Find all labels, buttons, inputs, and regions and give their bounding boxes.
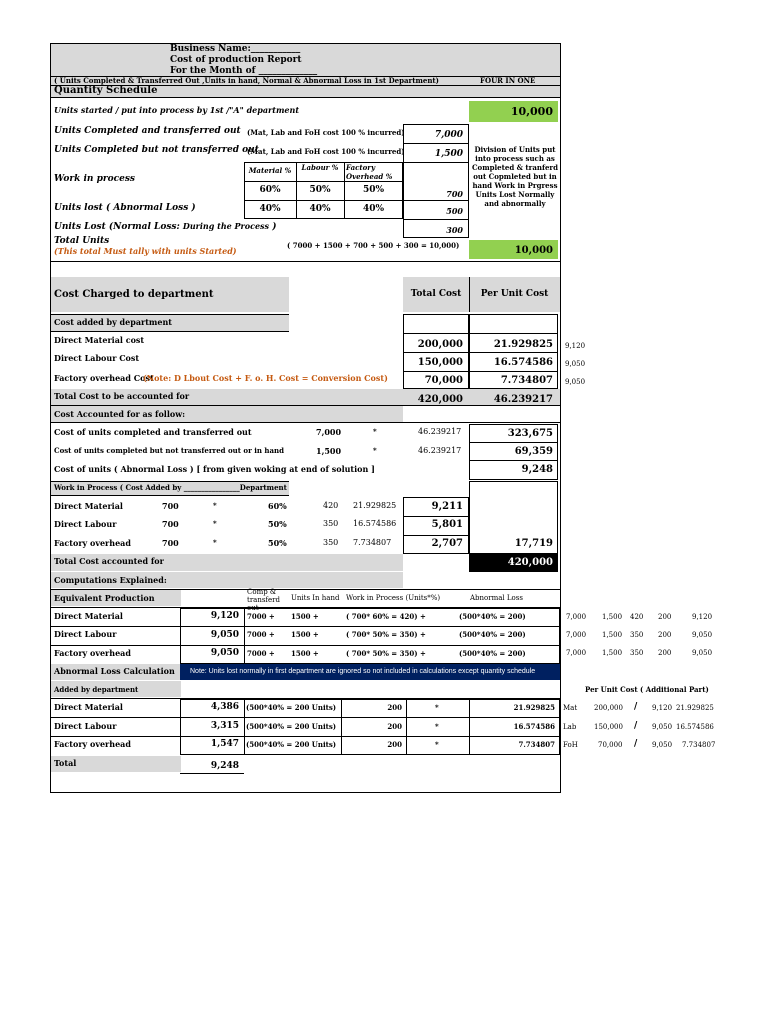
abn-dm-label: Direct Material [54, 702, 123, 712]
completed-cost-units: 7,000 [316, 427, 342, 437]
business-name: Business Name:___________ [170, 44, 301, 54]
abnormal-loss-value: 500 [446, 206, 463, 216]
wip-dm-amount: 9,211 [431, 501, 463, 512]
in-hand-cost-label: Cost of units completed but not transferred out or in hand [54, 446, 284, 455]
units-started-label: Units started / put into process by 1st /"A" department [54, 105, 300, 115]
report-tag: FOUR IN ONE [480, 76, 536, 85]
eq-dl-label: Direct Labour [54, 629, 117, 639]
total-units-value: 10,000 [514, 245, 553, 256]
eq-col-wip: Work in Process (Units*%) [346, 594, 441, 602]
eq-foh-label: Factory overhead [54, 648, 131, 658]
wip-pct-material: 60% [259, 185, 281, 195]
pct-header-labour: Labour % [301, 163, 339, 172]
dm-side: 9,120 [565, 342, 586, 350]
abn-dl-label: Direct Labour [54, 721, 117, 731]
abnormal-total-label: Total [54, 758, 77, 768]
total-to-account-unit: 46.239217 [493, 394, 553, 405]
abnormal-loss-label: Units lost ( Abnormal Loss ) [54, 203, 196, 213]
quantity-title: Quantity Schedule [54, 85, 158, 96]
total-accounted-label: Total Cost accounted for [54, 556, 164, 566]
report-month: For the Month of _____________ [170, 66, 318, 76]
wip-pct-labour: 50% [309, 185, 331, 195]
cost-added-label: Cost added by department [54, 317, 172, 327]
eq-col-transferred: Comp & transferd out [247, 588, 280, 612]
cost-charged-title: Cost Charged to department [54, 289, 214, 300]
eq-dl-value: 9,050 [210, 630, 239, 640]
dl-unit: 16.574586 [493, 357, 553, 368]
abnormal-pct-material: 40% [259, 204, 281, 214]
col-total-cost: Total Cost [410, 289, 462, 299]
wip-dl-amount: 5,801 [431, 519, 463, 530]
dm-total: 200,000 [417, 339, 463, 350]
added-by-dept-label: Added by department [54, 685, 139, 694]
dm-cost-label: Direct Material cost [54, 335, 145, 345]
units-in-hand-label: Units Completed but not transferred out [54, 145, 259, 155]
units-completed-label: Units Completed and transferred out [54, 126, 241, 136]
dl-cost-label: Direct Labour Cost [54, 353, 140, 363]
total-units-note: (This total Must tally with units Started) [54, 246, 237, 256]
abn-dl-value: 3,315 [210, 721, 239, 731]
abn-dm-value: 4,386 [210, 702, 239, 712]
per-unit-side-title: Per Unit Cost ( Additional Part) [585, 685, 709, 694]
dl-side: 9,050 [565, 360, 586, 368]
total-accounted-value: 420,000 [507, 557, 553, 568]
total-units-formula: ( 7000 + 1500 + 700 + 500 + 300 = 10,000) [287, 241, 460, 250]
foh-cost-label: Factory overhead Cost [54, 373, 154, 383]
in-hand-cost-rate: 46.239217 [418, 446, 462, 455]
abnormal-note: Note: Units lost normally in first department are ignored so not included in calculations except quantity schedule [190, 668, 536, 675]
equivalent-title: Equivalent Production [54, 593, 155, 603]
wip-label: Work in process [54, 174, 135, 184]
report-subtitle: ( Units Completed & Transferred Out ,Units in hand, Normal & Abnormal Loss in 1st Department) [54, 76, 439, 85]
abn-foh-value: 1,547 [210, 739, 239, 749]
total-to-account-label: Total Cost to be accounted for [54, 391, 190, 401]
abnormal-cost-amount: 9,248 [521, 464, 553, 475]
accounted-title: Cost Accounted for as follow: [54, 409, 186, 419]
units-completed-note: (Mat, Lab and FoH cost 100 % incurred) [247, 128, 405, 137]
computations-label: Computations Explained: [54, 575, 167, 585]
wip-value: 700 [446, 189, 463, 199]
units-column-box [403, 124, 469, 238]
in-hand-cost-units: 1,500 [316, 446, 342, 456]
abnormal-cost-label: Cost of units ( Abnormal Loss ) [ from given woking at end of solution ] [54, 464, 375, 474]
eq-foh-value: 9,050 [210, 648, 239, 658]
division-note: Division of Units put into process such as Completed & tranferd out Copmleted but in hand Work in Prgress Units Lost Normally and abnormally [471, 145, 559, 208]
dl-total: 150,000 [417, 357, 463, 368]
eq-dm-value: 9,120 [210, 611, 239, 621]
pct-header-foh: Factory Overhead % [346, 163, 393, 181]
foh-unit: 7.734807 [500, 375, 553, 386]
units-in-hand-note: (Mat, Lab and FoH cost 100 % incurred) [247, 147, 405, 156]
abnormal-calc-title: Abnormal Loss Calculation [54, 666, 175, 676]
abnormal-pct-labour: 40% [309, 204, 331, 214]
normal-loss-label: Units Lost (Normal Loss: During the Process ) [54, 221, 277, 232]
normal-loss-value: 300 [446, 225, 463, 235]
units-completed-value: 7,000 [434, 130, 463, 140]
pct-header-material: Material % [248, 166, 292, 175]
in-hand-cost-amount: 69,359 [514, 446, 553, 457]
col-unit-cost: Per Unit Cost [480, 289, 549, 299]
wip-pct-foh: 50% [362, 185, 385, 195]
abnormal-total-value: 9,248 [210, 761, 239, 771]
eq-col-abnormal: Abnormal Loss [470, 594, 523, 602]
eq-dm-label: Direct Material [54, 611, 123, 621]
wip-foh-label: Factory overhead [54, 538, 131, 548]
units-in-hand-value: 1,500 [434, 149, 463, 159]
units-started-value: 10,000 [510, 105, 553, 118]
wip-total-amount: 17,719 [514, 538, 553, 549]
wip-dl-label: Direct Labour [54, 519, 117, 529]
total-units-label: Total Units [54, 236, 110, 246]
completed-cost-rate: 46.239217 [418, 427, 462, 436]
completed-cost-label: Cost of units completed and transferred out [54, 427, 252, 437]
eq-col-in-hand: Units In hand [291, 594, 340, 602]
completed-cost-amount: 323,675 [507, 428, 553, 439]
dm-unit: 21.929825 [493, 339, 553, 350]
report-title: Cost of production Report [170, 55, 302, 65]
wip-dm-label: Direct Material [54, 501, 123, 511]
foh-note: (Note: D Lbout Cost + F. o. H. Cost = Conversion Cost) [143, 373, 388, 383]
abnormal-pct-foh: 40% [362, 204, 385, 214]
wip-foh-amount: 2,707 [431, 538, 463, 549]
foh-total: 70,000 [424, 375, 463, 386]
foh-side: 9,050 [565, 378, 586, 386]
total-to-account-value: 420,000 [417, 394, 463, 405]
abn-foh-label: Factory overhead [54, 739, 131, 749]
wip-cost-title: Work in Process ( Cost Added by ________________Department [54, 483, 287, 492]
